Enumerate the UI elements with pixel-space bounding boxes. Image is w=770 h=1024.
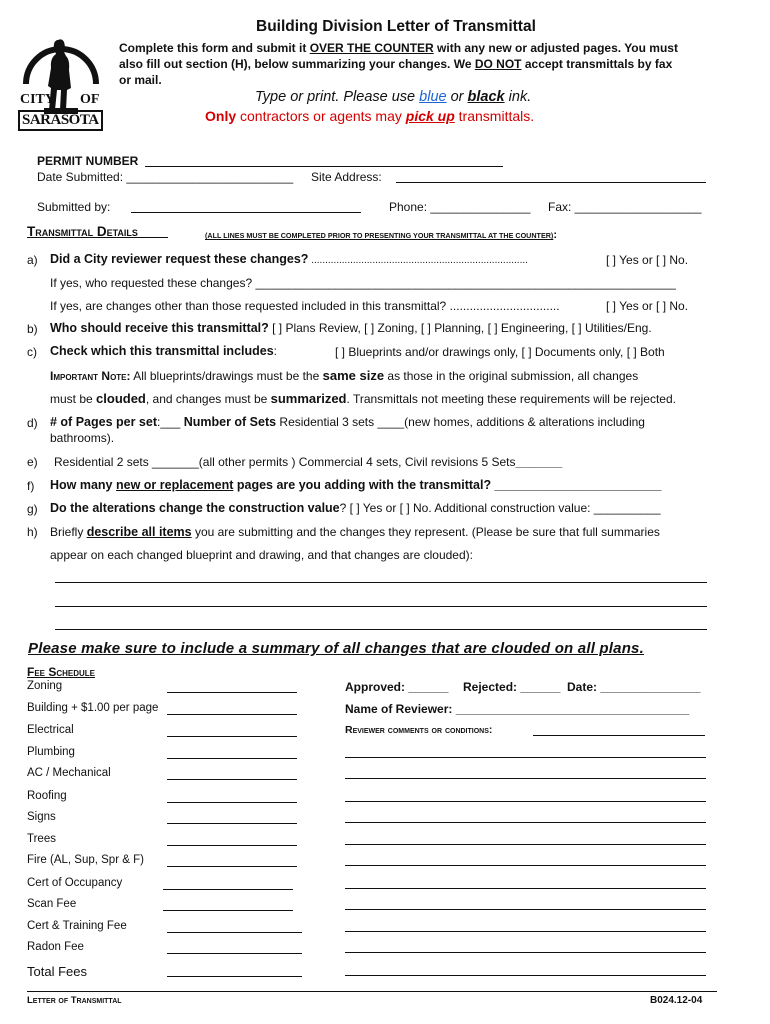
comment-line[interactable] [345,909,706,910]
fee-item-label: Cert of Occupancy [27,877,123,889]
fee-amount-field[interactable] [167,714,297,715]
fee-item-label: AC / Mechanical [27,767,111,779]
comment-line[interactable] [345,844,706,845]
fee-amount-field[interactable] [163,910,293,911]
logo-name: SARASOTA [18,110,103,131]
summary-line-2[interactable] [55,606,707,607]
fee-item-label: Total Fees [27,964,87,979]
fee-item-label: Radon Fee [27,941,84,953]
intro-line-3: or mail. [119,73,162,87]
letter-d: d) [27,416,38,430]
pickup-instruction: Only contractors or agents may pick up transmittals. [205,108,535,124]
fee-amount-field[interactable] [167,866,297,867]
footer-title: Letter of Transmittal [27,995,122,1006]
reviewer-comments-field[interactable] [533,735,705,736]
site-address-label: Site Address: [311,170,382,184]
important-note-2: must be clouded, and changes must be summarized. Transmittals not meeting these requirements will be rejected. [50,391,676,406]
comment-line[interactable] [345,975,706,976]
fee-item-label: Roofing [27,790,67,802]
ink-instruction: Type or print. Please use blue or black ink. [255,89,532,105]
fee-amount-field[interactable] [163,889,293,890]
date-submitted[interactable]: Date Submitted: _________________________ [37,170,294,184]
fee-item-label: Building + $1.00 per page [27,702,159,714]
fee-amount-field[interactable] [167,779,297,780]
intro-line-2: also fill out section (H), below summarizing your changes. We DO NOT accept transmittals by fax [119,57,673,71]
fee-amount-field[interactable] [167,802,297,803]
site-address-field[interactable] [396,182,706,183]
comment-line[interactable] [345,888,706,889]
page-title: Building Division Letter of Transmittal [256,18,536,35]
footer-rule [27,991,717,992]
city-logo [18,36,104,134]
approved-field[interactable]: Approved: ______ [345,680,449,694]
intro-line-1: Complete this form and submit it OVER THE COUNTER with any new or adjusted pages. You must [119,41,678,55]
question-c: Check which this transmittal includes: [50,344,278,358]
details-note: (ALL LINES MUST BE COMPLETED PRIOR TO PRESENTING YOUR TRANSMITTAL AT THE COUNTER): [205,229,558,241]
form-number: B024.12-04 [650,995,703,1006]
letter-f: f) [27,479,35,493]
fee-amount-field[interactable] [167,932,302,933]
letter-e: e) [27,455,38,469]
question-f[interactable]: How many new or replacement pages are you adding with the transmittal? ________________________ [50,478,662,492]
logo-city: CITY [20,92,56,107]
comment-line[interactable] [345,801,706,802]
reviewer-name-field[interactable]: Name of Reviewer: ___________________________________ [345,702,690,716]
fax-field[interactable]: Fax: ___________________ [548,200,702,214]
question-a-other-yes-no[interactable]: [ ] Yes or [ ] No. [606,299,689,313]
question-h: Briefly describe all items you are submitting and the changes they represent. (Please be sure that full summaries [50,525,660,539]
permit-number-label: PERMIT NUMBER [37,154,139,168]
question-c-options[interactable]: [ ] Blueprints and/or drawings only, [ ] Documents only, [ ] Both [335,345,665,359]
fee-schedule-heading: Fee Schedule [27,665,96,679]
fee-item-label: Trees [27,833,56,845]
fee-amount-field[interactable] [167,976,302,977]
question-a: Did a City reviewer request these changes? .............................................................................. [50,252,528,266]
comment-line[interactable] [345,952,706,953]
question-g[interactable]: Do the alterations change the construction value? [ ] Yes or [ ] No. Additional construction value: __________ [50,501,661,515]
logo-of: OF [80,92,100,107]
comment-line[interactable] [345,931,706,932]
permit-number-field[interactable] [145,166,503,167]
question-d[interactable]: # of Pages per set:___ Number of Sets Residential 3 sets ____(new homes, additions & alterations including [50,415,645,429]
fee-amount-field[interactable] [167,758,297,759]
letter-h: h) [27,525,38,539]
comment-line[interactable] [345,865,706,866]
submitted-by-label: Submitted by: [37,200,111,214]
fee-amount-field[interactable] [167,692,297,693]
question-d-line2: bathrooms). [50,431,115,445]
fee-item-label: Cert & Training Fee [27,920,127,932]
fee-amount-field[interactable] [167,823,297,824]
fee-item-label: Fire (AL, Sup, Spr & F) [27,854,144,866]
details-heading: Transmittal Details____ [27,224,168,239]
fee-item-label: Scan Fee [27,898,77,910]
comment-line[interactable] [345,778,706,779]
question-b[interactable]: Who should receive this transmittal? [ ] Plans Review, [ ] Zoning, [ ] Planning, [ ] Engineering, [ ] Utilities/Eng. [50,321,652,335]
fee-amount-field[interactable] [167,953,302,954]
fee-item-label: Signs [27,811,56,823]
fee-item-label: Plumbing [27,746,75,758]
fee-amount-field[interactable] [167,845,297,846]
summary-line-3[interactable] [55,629,707,630]
date-field[interactable]: Date: _______________ [567,680,701,694]
letter-g: g) [27,502,38,516]
letter-a: a) [27,253,38,267]
comment-line[interactable] [345,822,706,823]
letter-b: b) [27,322,38,336]
reviewer-comments-label: Reviewer comments or conditions: [345,724,493,736]
fee-item-label: Zoning [27,680,63,692]
letter-c: c) [27,345,37,359]
question-a-other: If yes, are changes other than those requested included in this transmittal? ................................. [50,299,560,313]
rejected-field[interactable]: Rejected: ______ [463,680,561,694]
important-note: Important Note: All blueprints/drawings must be the same size as those in the original submission, all changes [50,368,639,383]
question-e[interactable]: Residential 2 sets _______(all other permits ) Commercial 4 sets, Civil revisions 5 Sets_______ [54,455,563,469]
summary-line-1[interactable] [55,582,707,583]
question-a-who[interactable]: If yes, who requested these changes? _______________________________________________________________ [50,276,676,290]
question-h-line2: appear on each changed blueprint and drawing, and that changes are clouded): [50,548,473,562]
question-a-yes-no[interactable]: [ ] Yes or [ ] No. [606,253,689,267]
fee-item-label: Electrical [27,724,74,736]
fee-amount-field[interactable] [167,736,297,737]
summary-note: Please make sure to include a summary of all changes that are clouded on all plans. [28,640,644,657]
comment-line[interactable] [345,757,706,758]
submitted-by-field[interactable] [131,212,361,213]
phone-field[interactable]: Phone: _______________ [389,200,531,214]
